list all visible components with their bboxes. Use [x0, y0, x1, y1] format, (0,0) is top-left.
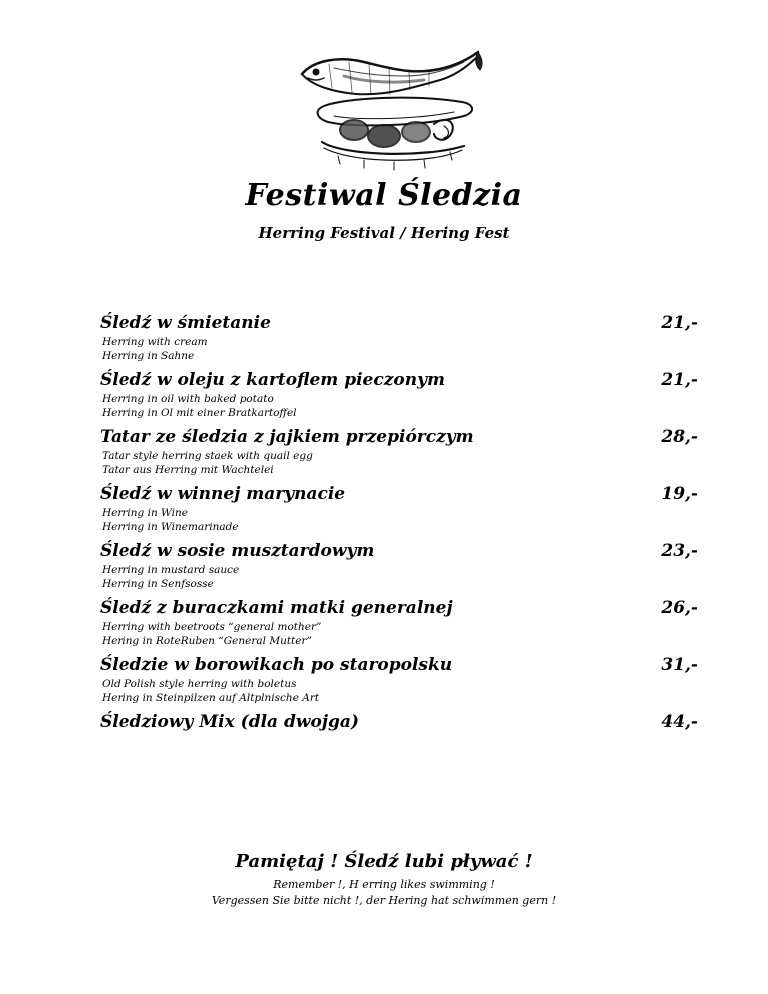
menu-item-price: 26,- — [661, 598, 698, 618]
menu-item-desc-en: Herring in mustard sauce — [102, 564, 240, 576]
menu-item-desc-en: Herring with beetroots “general mother” — [102, 621, 322, 633]
menu-item-desc-en: Tatar style herring staek with quail egg — [102, 450, 313, 462]
menu-item-price: 21,- — [661, 313, 698, 333]
menu-item-price: 21,- — [661, 370, 698, 390]
menu-item-price: 23,- — [661, 541, 698, 561]
menu-item-name: Śledzie w borowikach po staropolsku — [100, 655, 453, 675]
menu-item — [100, 368, 698, 425]
menu-item — [100, 425, 698, 482]
menu-item-name: Śledź w sosie musztardowym — [100, 541, 375, 561]
menu-item — [100, 311, 698, 368]
page-title: Festiwal Śledzia — [245, 178, 523, 213]
menu-item-desc-de: Hering in RoteRuben “General Mutter” — [102, 635, 312, 647]
menu-item-name: Śledź z buraczkami matki generalnej — [100, 598, 453, 618]
menu-item-desc-de: Herring in Senfsosse — [102, 578, 214, 590]
menu-item-price: 19,- — [661, 484, 698, 504]
footer-title: Pamiętaj ! Śledź lubi pływać ! — [235, 851, 533, 872]
menu-item-desc-en: Herring in oil with baked potato — [102, 393, 274, 405]
menu-item — [100, 482, 698, 539]
herring-platter-icon — [294, 46, 488, 180]
menu-item-desc-de: Hering in Steinpilzen auf Altplnische Art — [102, 692, 320, 704]
menu-item-price: 44,- — [661, 712, 698, 732]
menu-item — [100, 653, 698, 710]
footer-line-de: Vergessen Sie bitte nicht !, der Hering hat schwimmen gern ! — [211, 894, 557, 907]
menu-item-price: 28,- — [661, 427, 698, 447]
page-subtitle: Herring Festival / Hering Fest — [258, 224, 510, 242]
menu-list — [100, 311, 698, 767]
menu-item — [100, 710, 698, 767]
menu-item-desc-de: Herring in Sahne — [102, 350, 195, 362]
menu-item-name: Śledź w winnej marynacie — [100, 484, 346, 504]
menu-item-desc-de: Tatar aus Herring mit Wachtelei — [102, 464, 274, 476]
footer-line-en: Remember !, H erring likes swimming ! — [273, 878, 495, 891]
menu-item-name: Śledź w śmietanie — [100, 313, 271, 333]
menu-item — [100, 539, 698, 596]
menu-item-desc-en: Herring with cream — [102, 336, 208, 348]
menu-item-name: Śledź w oleju z kartoflem pieczonym — [100, 370, 445, 390]
menu-item-desc-en: Old Polish style herring with boletus — [102, 678, 297, 690]
menu-item-desc-de: Herring in Winemarinade — [102, 521, 239, 533]
menu-item — [100, 596, 698, 653]
menu-item-price: 31,- — [661, 655, 698, 675]
menu-item-name: Tatar ze śledzia z jajkiem przepiórczym — [100, 427, 474, 447]
menu-item-desc-en: Herring in Wine — [102, 507, 188, 519]
menu-item-desc-de: Herring in Ol mit einer Bratkartoffel — [102, 407, 297, 419]
menu-item-name: Śledziowy Mix (dla dwojga) — [100, 712, 359, 732]
